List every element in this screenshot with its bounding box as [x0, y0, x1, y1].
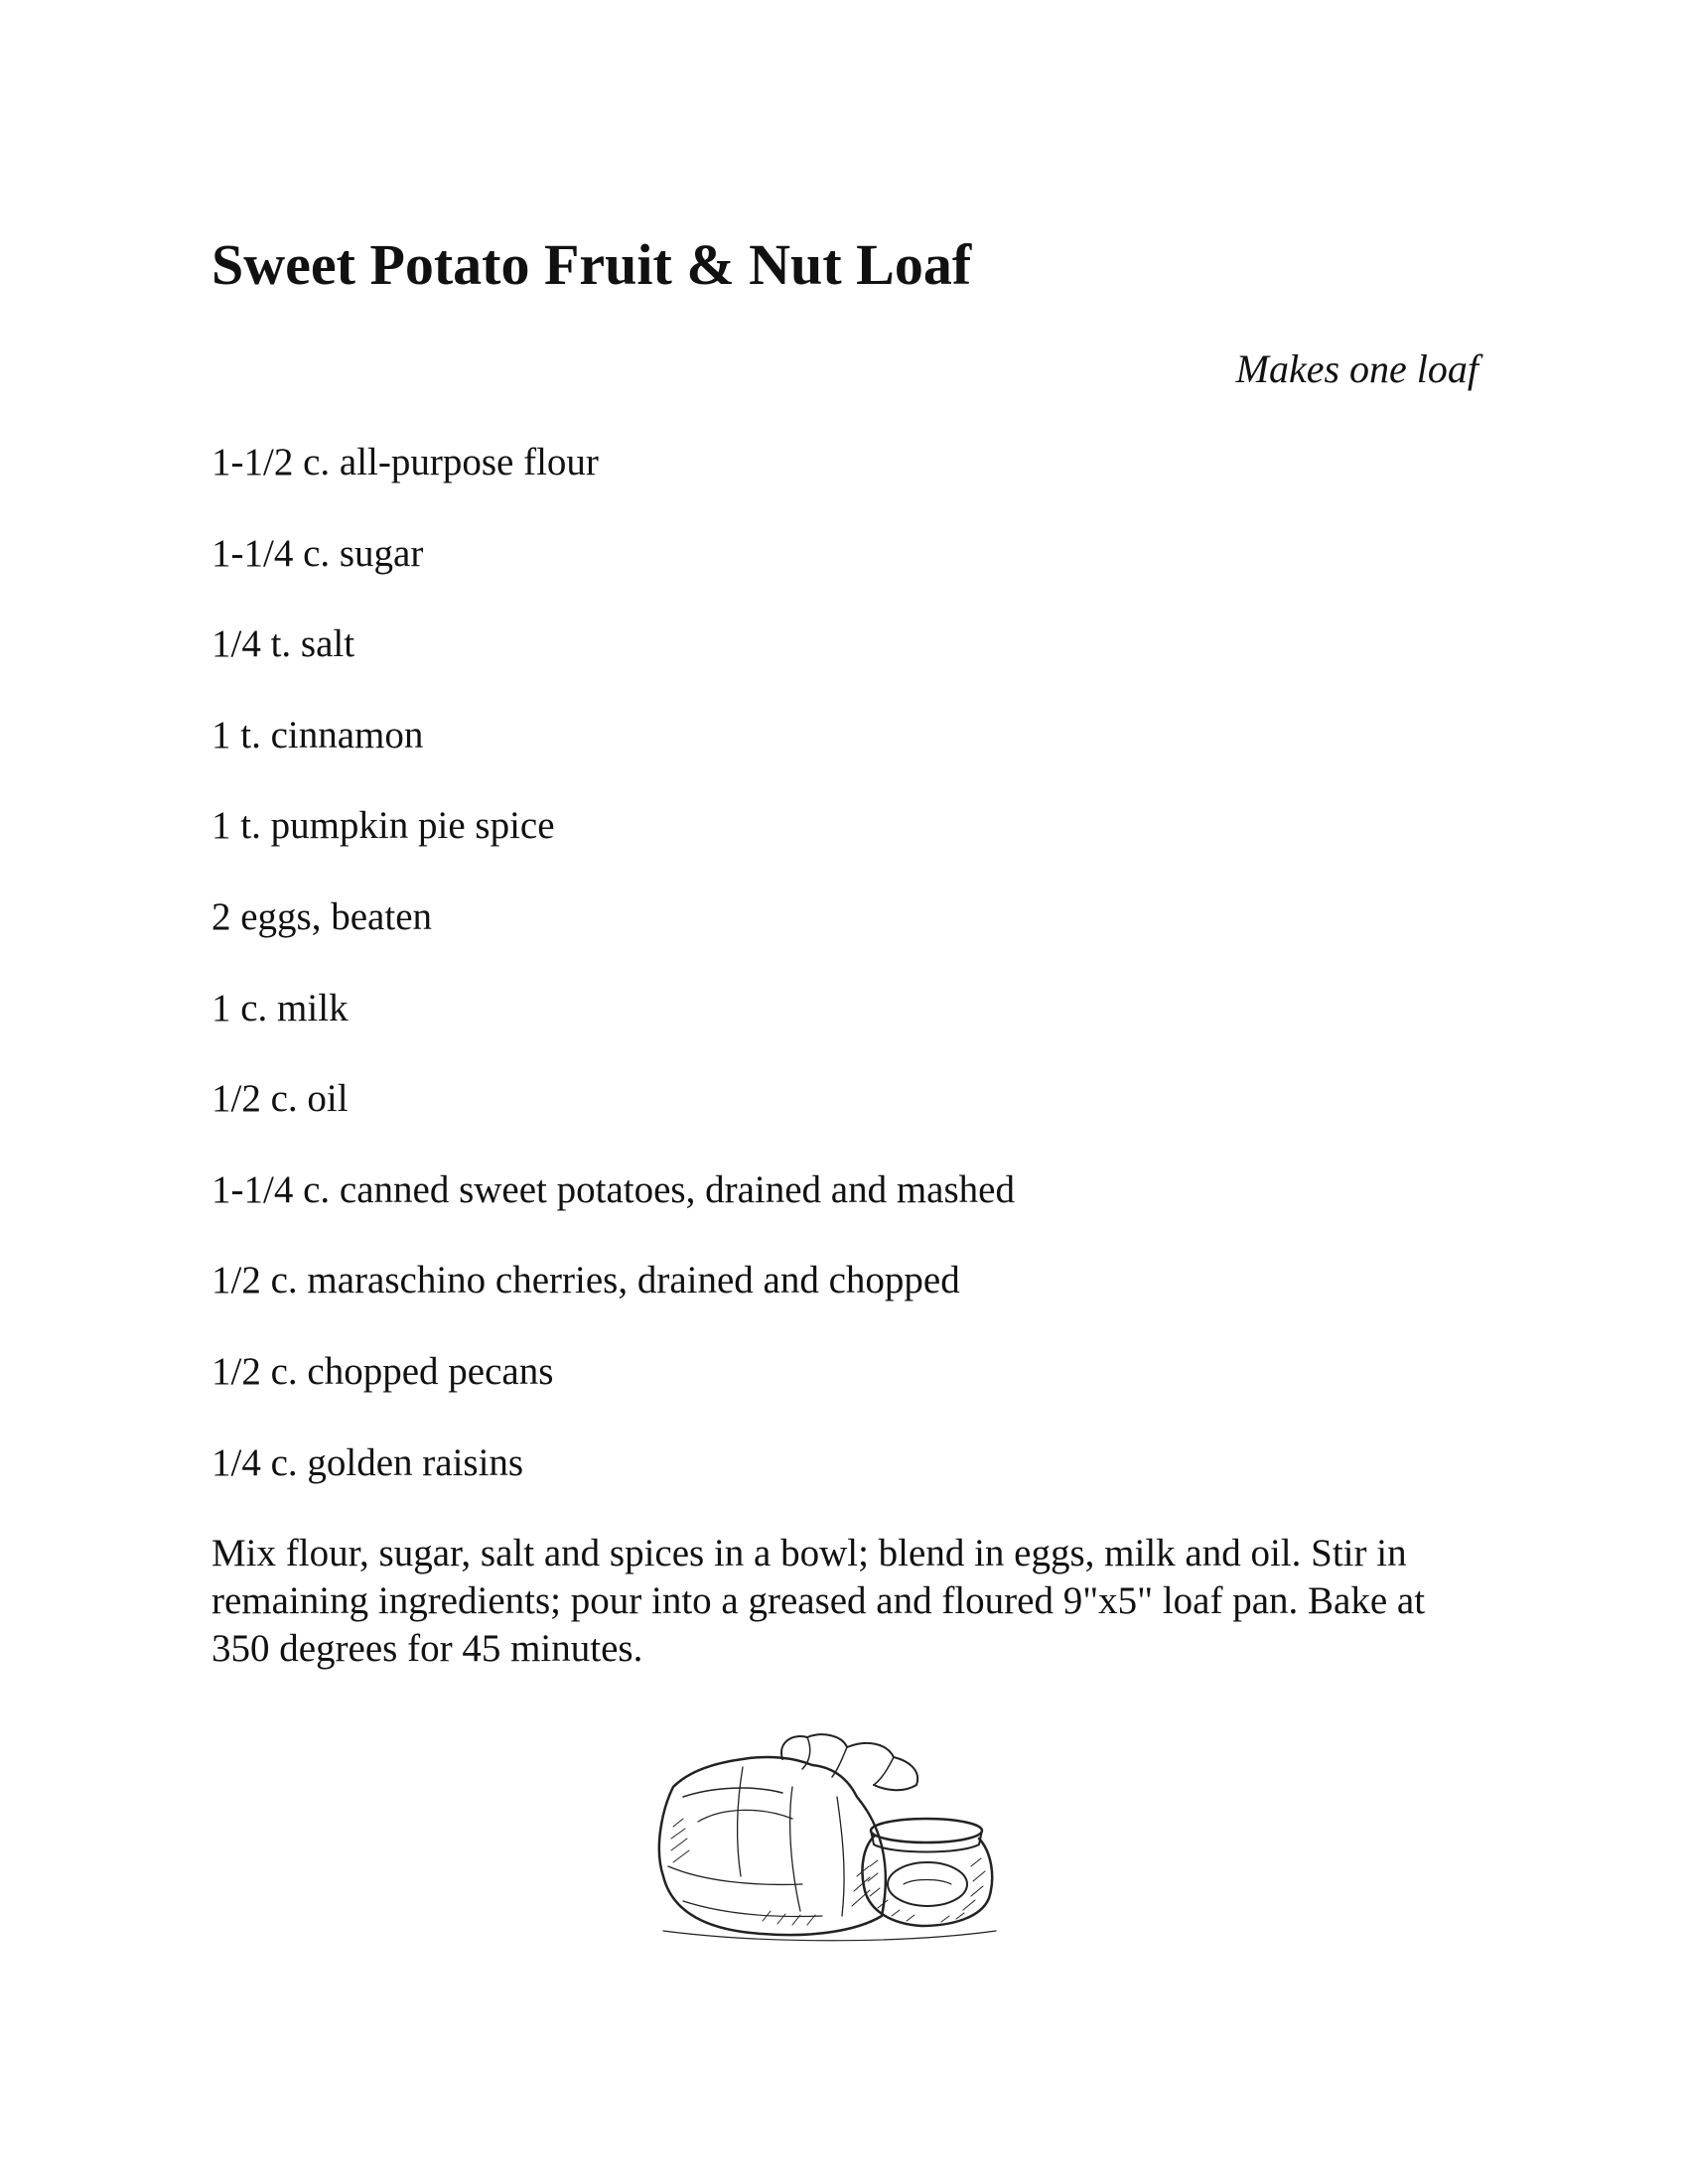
recipe-directions: Mix flour, sugar, salt and spices in a bowl; blend in eggs, milk and oil. Stir in remaining ingredients; pour into a greased and floured 9"x5" loaf pan. Bake at 350 degrees for 45 minutes. — [211, 1532, 1426, 1670]
ingredient-item: 1/4 t. salt — [211, 622, 355, 666]
ingredient-list — [211, 443, 1015, 1534]
ingredient-item: 1-1/2 c. all-purpose flour — [211, 441, 599, 483]
ingredient-item: 1 t. pumpkin pie spice — [211, 804, 555, 848]
ingredient-item: 1 t. cinnamon — [211, 713, 424, 756]
gift-bundle-and-jar-drawing-icon — [643, 1727, 1036, 1948]
ingredient-item: 1 c. milk — [211, 986, 349, 1029]
ingredient-item: 1/2 c. chopped pecans — [211, 1349, 554, 1393]
recipe-title: Sweet Potato Fruit & Nut Loaf — [211, 232, 972, 297]
ingredient-item: 2 eggs, beaten — [211, 894, 433, 938]
ingredient-item: 1/4 c. golden raisins — [211, 1440, 524, 1484]
ingredient-item: 1/2 c. maraschino cherries, drained and chopped — [211, 1259, 960, 1302]
ingredient-item: 1-1/4 c. canned sweet potatoes, drained and mashed — [211, 1167, 1015, 1211]
recipe-yield: Makes one loaf — [1235, 346, 1478, 391]
ingredient-item: 1-1/4 c. sugar — [211, 531, 424, 575]
ingredient-item: 1/2 c. oil — [211, 1077, 349, 1121]
